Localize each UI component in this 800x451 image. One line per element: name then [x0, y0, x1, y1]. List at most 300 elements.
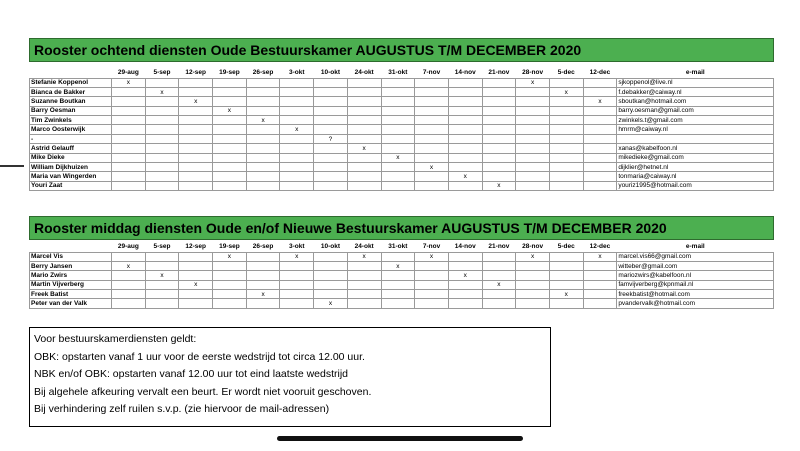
duty-cell: [179, 125, 213, 134]
duty-cell: x: [549, 87, 583, 96]
duty-cell: x: [482, 181, 516, 190]
duty-cell: [415, 181, 449, 190]
date-header: 28-nov: [522, 243, 544, 251]
duty-cell: [516, 116, 550, 125]
duty-cell: [314, 78, 348, 87]
duty-cell: [145, 97, 179, 106]
duty-cell: [246, 87, 280, 96]
duty-cell: ?: [314, 134, 348, 143]
duty-cell: [246, 280, 280, 289]
duty-cell: [516, 163, 550, 172]
duty-cell: [381, 87, 415, 96]
duty-cell: x: [347, 252, 381, 261]
duty-cell: [583, 280, 617, 289]
duty-cell: x: [482, 280, 516, 289]
duty-cell: [145, 181, 179, 190]
duty-cell: [381, 290, 415, 299]
duty-cell: [314, 172, 348, 181]
duty-cell: [415, 125, 449, 134]
table-row: [30, 280, 774, 289]
duty-cell: [381, 134, 415, 143]
duty-cell: [583, 87, 617, 96]
duty-cell: x: [179, 280, 213, 289]
duty-cell: [246, 252, 280, 261]
duty-cell: [482, 299, 516, 308]
duty-cell: [246, 78, 280, 87]
table-row: [30, 172, 774, 181]
duty-cell: [448, 181, 482, 190]
duty-cell: [381, 299, 415, 308]
person-name: Maria van Wingerden: [30, 172, 112, 181]
afternoon-schedule-table: [29, 242, 774, 309]
duty-cell: [112, 181, 146, 190]
duty-cell: [583, 144, 617, 153]
duty-cell: [314, 280, 348, 289]
duty-cell: [381, 252, 415, 261]
duty-cell: [112, 271, 146, 280]
email-cell: youriz1995@hotmail.com: [617, 181, 774, 190]
duty-cell: [415, 290, 449, 299]
duty-cell: [448, 97, 482, 106]
note-line: Bij verhindering zelf ruilen s.v.p. (zie hiervoor de mail-adressen): [34, 403, 330, 415]
duty-cell: [112, 134, 146, 143]
date-header: 12-sep: [185, 69, 207, 77]
duty-cell: [112, 153, 146, 162]
duty-cell: [145, 78, 179, 87]
duty-cell: [213, 134, 247, 143]
duty-cell: [246, 163, 280, 172]
duty-cell: [112, 125, 146, 134]
date-header: 19-sep: [219, 243, 240, 251]
email-cell: witteber@gmail.com: [617, 261, 774, 270]
duty-cell: [112, 144, 146, 153]
duty-cell: [314, 106, 348, 115]
duty-cell: [179, 299, 213, 308]
duty-cell: [448, 252, 482, 261]
person-name: Tim Zwinkels: [30, 116, 112, 125]
duty-cell: [280, 116, 314, 125]
duty-cell: [213, 78, 247, 87]
duty-cell: [415, 299, 449, 308]
date-header: 29-aug: [117, 69, 139, 77]
duty-cell: [415, 280, 449, 289]
duty-cell: [516, 97, 550, 106]
duty-cell: [516, 172, 550, 181]
home-indicator[interactable]: [277, 436, 523, 441]
person-name: Mario Zwirs: [30, 271, 112, 280]
date-header: 14-nov: [454, 243, 476, 251]
duty-cell: [583, 78, 617, 87]
person-name: Suzanne Boutkan: [30, 97, 112, 106]
person-name: Marcel Vis: [30, 252, 112, 261]
morning-schedule-title: Rooster ochtend diensten Oude Bestuurskamer AUGUSTUS T/M DECEMBER 2020: [29, 38, 774, 62]
duty-cell: [516, 134, 550, 143]
duty-cell: [448, 290, 482, 299]
duty-cell: [381, 280, 415, 289]
date-header: 31-okt: [388, 243, 408, 251]
duty-cell: [347, 116, 381, 125]
duty-cell: [246, 106, 280, 115]
duty-cell: [516, 261, 550, 270]
duty-cell: x: [583, 97, 617, 106]
duty-cell: [280, 172, 314, 181]
duty-cell: [213, 153, 247, 162]
duty-cell: [448, 134, 482, 143]
duty-cell: [415, 134, 449, 143]
duty-cell: [381, 181, 415, 190]
duty-cell: [448, 116, 482, 125]
duty-cell: [145, 125, 179, 134]
note-line: Bij algehele afkeuring vervalt een beurt. Er wordt niet vooruit geschoven.: [34, 385, 372, 398]
email-cell: sjkoppenol@live.nl: [617, 78, 774, 87]
duty-cell: [415, 261, 449, 270]
date-header: 28-nov: [522, 69, 544, 77]
duty-cell: [112, 97, 146, 106]
duty-cell: [583, 271, 617, 280]
table-row: [30, 97, 774, 106]
duty-cell: x: [246, 290, 280, 299]
email-header: e-mail: [685, 69, 705, 77]
note-line: OBK: opstarten vanaf 1 uur voor de eerste wedstrijd tot circa 12.00 uur.: [34, 350, 365, 363]
date-header: 29-aug: [117, 243, 139, 251]
person-name: Youri Zaat: [30, 181, 112, 190]
duty-cell: [415, 116, 449, 125]
duty-cell: [179, 181, 213, 190]
duty-cell: [549, 78, 583, 87]
duty-cell: x: [246, 116, 280, 125]
duty-cell: [112, 290, 146, 299]
duty-cell: [145, 280, 179, 289]
date-header: 21-nov: [488, 69, 510, 77]
email-cell: dijklier@hetnet.nl: [617, 163, 774, 172]
table-row: [30, 252, 774, 261]
duty-cell: x: [448, 271, 482, 280]
duty-cell: [213, 116, 247, 125]
duty-cell: [314, 116, 348, 125]
email-cell: mikedieke@gmail.com: [617, 153, 774, 162]
duty-cell: [112, 163, 146, 172]
duty-cell: [583, 299, 617, 308]
duty-cell: [314, 97, 348, 106]
duty-cell: x: [516, 78, 550, 87]
duty-cell: [213, 87, 247, 96]
date-header: 12-dec: [589, 69, 611, 77]
duty-cell: [179, 290, 213, 299]
duty-cell: [583, 163, 617, 172]
afternoon-schedule-title: Rooster middag diensten Oude en/of Nieuwe Bestuurskamer AUGUSTUS T/M DECEMBER 2020: [29, 216, 774, 240]
duty-cell: [549, 106, 583, 115]
table-row: [30, 290, 774, 299]
duty-cell: [280, 290, 314, 299]
email-cell: famvijverberg@kpnmail.nl: [617, 280, 774, 289]
edge-marker: [0, 165, 24, 167]
duty-cell: x: [381, 261, 415, 270]
duty-cell: [246, 153, 280, 162]
date-header: 14-nov: [454, 69, 476, 77]
duty-cell: [112, 116, 146, 125]
duty-cell: [549, 252, 583, 261]
table-row: [30, 261, 774, 270]
email-cell: zwinkels.t@gmail.com: [617, 116, 774, 125]
duty-cell: [314, 261, 348, 270]
email-header: e-mail: [685, 243, 705, 251]
email-cell: freekbatist@hotmail.com: [617, 290, 774, 299]
duty-cell: [482, 134, 516, 143]
duty-cell: [516, 290, 550, 299]
person-name: Marco Oosterwijk: [30, 125, 112, 134]
duty-cell: [347, 271, 381, 280]
duty-cell: [381, 271, 415, 280]
duty-cell: [415, 172, 449, 181]
duty-cell: [213, 280, 247, 289]
duty-cell: [482, 78, 516, 87]
duty-cell: [448, 78, 482, 87]
duty-cell: [482, 163, 516, 172]
duty-cell: [280, 280, 314, 289]
duty-cell: [381, 163, 415, 172]
duty-cell: [448, 87, 482, 96]
duty-cell: [179, 271, 213, 280]
duty-cell: [549, 181, 583, 190]
duty-cell: [145, 116, 179, 125]
duty-cell: x: [347, 144, 381, 153]
duty-cell: [347, 280, 381, 289]
duty-cell: [347, 106, 381, 115]
person-name: -: [30, 134, 112, 143]
duty-cell: [482, 97, 516, 106]
duty-cell: [179, 252, 213, 261]
email-cell: barry.oesman@gmail.com: [617, 106, 774, 115]
duty-cell: [314, 271, 348, 280]
duty-cell: x: [213, 106, 247, 115]
duty-cell: [179, 144, 213, 153]
note-line: NBK en/of OBK: opstarten vanaf 12.00 uur tot eind laatste wedstrijd: [34, 368, 349, 380]
note-line: Voor bestuurskamerdiensten geldt:: [34, 333, 197, 345]
duty-cell: [448, 261, 482, 270]
duty-cell: [549, 280, 583, 289]
email-cell: marcel.vis66@gmail.com: [617, 252, 774, 261]
duty-cell: [482, 106, 516, 115]
duty-cell: [314, 163, 348, 172]
duty-cell: [280, 134, 314, 143]
duty-cell: [549, 172, 583, 181]
duty-cell: [179, 261, 213, 270]
duty-cell: [145, 261, 179, 270]
duty-cell: [246, 134, 280, 143]
email-cell: hmrm@caiway.nl: [617, 125, 774, 134]
duty-cell: x: [415, 163, 449, 172]
date-header: 7-nov: [422, 243, 441, 251]
date-header: 12-sep: [185, 243, 207, 251]
duty-cell: [213, 290, 247, 299]
duty-cell: [246, 181, 280, 190]
duty-cell: [482, 87, 516, 96]
duty-cell: [549, 144, 583, 153]
date-header: 3-okt: [289, 243, 305, 251]
duty-cell: x: [112, 78, 146, 87]
duty-cell: [179, 172, 213, 181]
duty-cell: [246, 271, 280, 280]
date-header: 19-sep: [219, 69, 240, 77]
duty-cell: [448, 280, 482, 289]
duty-cell: [314, 153, 348, 162]
date-header: 3-okt: [289, 69, 305, 77]
duty-cell: [448, 125, 482, 134]
duty-cell: [145, 144, 179, 153]
date-header-row: [30, 68, 774, 78]
duty-cell: [347, 172, 381, 181]
date-header-row: [30, 242, 774, 252]
duty-cell: [179, 163, 213, 172]
duty-cell: [516, 125, 550, 134]
duty-cell: [314, 290, 348, 299]
duty-cell: [246, 144, 280, 153]
duty-cell: [145, 252, 179, 261]
person-name: Astrid Gelauff: [30, 144, 112, 153]
duty-cell: [415, 153, 449, 162]
table-row: [30, 299, 774, 308]
date-header: 5-sep: [153, 243, 171, 251]
duty-cell: [347, 299, 381, 308]
duty-cell: [516, 144, 550, 153]
duty-cell: [213, 144, 247, 153]
duty-cell: [145, 172, 179, 181]
date-header: 5-dec: [557, 243, 575, 251]
duty-cell: x: [381, 153, 415, 162]
date-header: 12-dec: [589, 243, 611, 251]
duty-cell: x: [583, 252, 617, 261]
table-row: [30, 78, 774, 87]
duty-cell: [583, 116, 617, 125]
duty-cell: [516, 271, 550, 280]
duty-cell: [482, 153, 516, 162]
duty-cell: [482, 144, 516, 153]
duty-cell: [549, 116, 583, 125]
duty-cell: [246, 97, 280, 106]
duty-cell: x: [314, 299, 348, 308]
duty-cell: [246, 299, 280, 308]
person-name: Barry Oesman: [30, 106, 112, 115]
duty-cell: [583, 125, 617, 134]
duty-cell: [213, 163, 247, 172]
date-header: 7-nov: [422, 69, 441, 77]
duty-cell: [381, 97, 415, 106]
header-blank: [30, 242, 112, 252]
duty-cell: [112, 299, 146, 308]
rules-note-box: [29, 327, 551, 427]
duty-cell: [280, 299, 314, 308]
duty-cell: [112, 280, 146, 289]
duty-cell: [347, 97, 381, 106]
duty-cell: [482, 271, 516, 280]
duty-cell: [179, 78, 213, 87]
email-cell: pvandervalk@hotmail.com: [617, 299, 774, 308]
duty-cell: [516, 280, 550, 289]
duty-cell: x: [179, 97, 213, 106]
duty-cell: [314, 181, 348, 190]
duty-cell: x: [549, 290, 583, 299]
duty-cell: [516, 87, 550, 96]
duty-cell: x: [112, 261, 146, 270]
duty-cell: [583, 153, 617, 162]
duty-cell: [246, 172, 280, 181]
duty-cell: [583, 181, 617, 190]
duty-cell: [381, 78, 415, 87]
duty-cell: [314, 144, 348, 153]
duty-cell: [448, 163, 482, 172]
table-row: [30, 271, 774, 280]
date-header: 26-sep: [252, 69, 274, 77]
duty-cell: [516, 299, 550, 308]
duty-cell: [482, 116, 516, 125]
table-row: [30, 87, 774, 96]
duty-cell: [347, 181, 381, 190]
duty-cell: [583, 106, 617, 115]
duty-cell: [179, 106, 213, 115]
duty-cell: [482, 290, 516, 299]
duty-cell: [246, 261, 280, 270]
date-header: 5-sep: [153, 69, 171, 77]
duty-cell: [145, 290, 179, 299]
duty-cell: [280, 78, 314, 87]
header-blank: [30, 68, 112, 78]
duty-cell: [145, 299, 179, 308]
duty-cell: [347, 134, 381, 143]
duty-cell: [314, 252, 348, 261]
duty-cell: [179, 153, 213, 162]
duty-cell: [347, 87, 381, 96]
duty-cell: [381, 144, 415, 153]
duty-cell: [213, 181, 247, 190]
duty-cell: [145, 134, 179, 143]
person-name: Peter van der Valk: [30, 299, 112, 308]
table-row: [30, 163, 774, 172]
duty-cell: [381, 116, 415, 125]
person-name: Mike Dieke: [30, 153, 112, 162]
email-cell: f.debakker@caiway.nl: [617, 87, 774, 96]
duty-cell: [549, 153, 583, 162]
duty-cell: [347, 261, 381, 270]
duty-cell: [381, 125, 415, 134]
duty-cell: [213, 125, 247, 134]
email-cell: xanas@kabelfoon.nl: [617, 144, 774, 153]
duty-cell: [415, 144, 449, 153]
date-header: 31-okt: [388, 69, 408, 77]
duty-cell: [381, 106, 415, 115]
table-row: [30, 181, 774, 190]
duty-cell: [280, 261, 314, 270]
date-header: 26-sep: [252, 243, 274, 251]
duty-cell: [448, 153, 482, 162]
table-row: [30, 116, 774, 125]
duty-cell: [179, 134, 213, 143]
date-header: 5-dec: [557, 69, 575, 77]
duty-cell: [112, 87, 146, 96]
email-cell: [617, 134, 774, 143]
duty-cell: [415, 97, 449, 106]
duty-cell: [583, 134, 617, 143]
duty-cell: [448, 144, 482, 153]
duty-cell: [347, 125, 381, 134]
duty-cell: [482, 172, 516, 181]
duty-cell: [280, 153, 314, 162]
person-name: Berry Jansen: [30, 261, 112, 270]
duty-cell: [314, 125, 348, 134]
date-header: 21-nov: [488, 243, 510, 251]
duty-cell: x: [516, 252, 550, 261]
duty-cell: x: [145, 271, 179, 280]
date-header: 24-okt: [354, 69, 374, 77]
